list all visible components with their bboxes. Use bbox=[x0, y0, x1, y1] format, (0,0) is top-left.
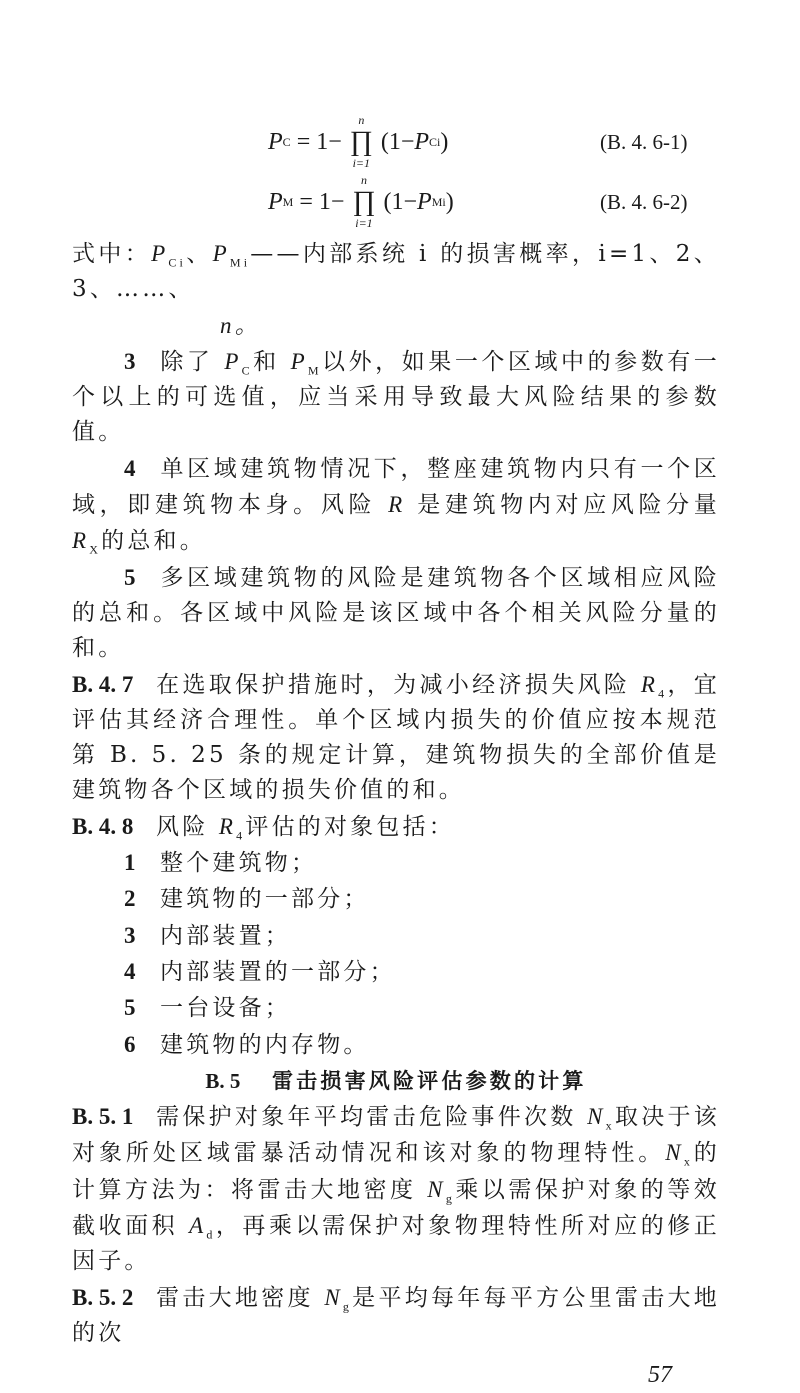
list-item bbox=[72, 954, 720, 990]
where-continuation bbox=[72, 308, 720, 344]
page-number: 57 bbox=[648, 1362, 672, 1389]
text: 的总和。 bbox=[101, 528, 206, 555]
product-sign: ∏ bbox=[349, 126, 373, 157]
subscript: M bbox=[307, 363, 322, 378]
formula-b4-6-2 bbox=[72, 172, 720, 232]
formula-b4-6-1 bbox=[72, 112, 720, 172]
clause-number: B. 5. 1 bbox=[72, 1104, 134, 1130]
formula-expression: P C = 1− n ∏ i=1 (1− P Ci ) bbox=[268, 113, 449, 170]
var: A bbox=[189, 1213, 207, 1239]
text: (1− bbox=[380, 128, 415, 155]
subscript: x bbox=[605, 1118, 615, 1133]
lower-limit: i=1 bbox=[355, 216, 373, 230]
var: N bbox=[665, 1140, 684, 1166]
where-clause bbox=[72, 236, 720, 308]
subscript: 4 bbox=[236, 828, 246, 843]
text: ，再乘以需保护对象物理特性所对应的修正因子。 bbox=[72, 1213, 720, 1275]
item-number: 4 bbox=[124, 958, 139, 984]
var: P bbox=[290, 348, 308, 374]
subscript: x bbox=[683, 1155, 694, 1170]
text: 建筑物的内存物。 bbox=[160, 1031, 370, 1058]
text: 1− bbox=[318, 188, 345, 215]
text: 在选取保护措施时，为减小经济损失风险 bbox=[156, 671, 641, 698]
clause-b5-2 bbox=[72, 1280, 720, 1352]
item-number: 5 bbox=[124, 995, 139, 1021]
list-item bbox=[72, 845, 720, 881]
subscript: d bbox=[206, 1227, 216, 1242]
list-item bbox=[72, 990, 720, 1026]
text: 乘以需保护对象的等效截收面积 bbox=[72, 1176, 720, 1240]
text: 风险 bbox=[156, 813, 219, 840]
var: N bbox=[587, 1104, 606, 1130]
subscript: g bbox=[342, 1299, 353, 1314]
upper-limit: n bbox=[358, 113, 365, 127]
text: 除了 bbox=[160, 348, 225, 375]
text: 、 bbox=[186, 241, 213, 267]
item-number: 3 bbox=[124, 922, 139, 948]
var: R bbox=[72, 528, 90, 554]
text: (1− bbox=[383, 188, 418, 215]
var: R bbox=[218, 813, 237, 839]
section-heading bbox=[72, 1063, 720, 1099]
text: ) bbox=[445, 188, 454, 215]
document-page bbox=[72, 112, 720, 1393]
text: 和 bbox=[252, 348, 291, 375]
text: 需保护对象年平均雷击危险事件次数 bbox=[156, 1104, 588, 1131]
text: 的计算方法为：将雷击大地密度 bbox=[72, 1140, 720, 1203]
var: P bbox=[268, 188, 283, 215]
clause-number: B. 4. 8 bbox=[72, 813, 134, 839]
item-number: 5 bbox=[124, 564, 139, 590]
subscript: C bbox=[241, 363, 253, 378]
list-item bbox=[72, 881, 720, 917]
var: P bbox=[151, 241, 169, 266]
item-5 bbox=[72, 560, 720, 667]
section-number: B. 5 bbox=[205, 1068, 241, 1093]
var: P bbox=[224, 348, 242, 374]
var: R bbox=[640, 671, 659, 697]
var: N bbox=[324, 1284, 343, 1310]
item-4 bbox=[72, 451, 720, 560]
clause-b5-1 bbox=[72, 1099, 720, 1279]
text: 内部装置的一部分； bbox=[160, 958, 396, 985]
clause-number: B. 4. 7 bbox=[72, 671, 134, 697]
clause-number: B. 5. 2 bbox=[72, 1284, 134, 1310]
text: 内部装置； bbox=[160, 922, 291, 949]
list-item bbox=[72, 1027, 720, 1063]
text: 评估的对象包括： bbox=[245, 813, 455, 840]
var: P bbox=[268, 128, 283, 155]
item-number: 6 bbox=[124, 1031, 139, 1057]
document-body bbox=[72, 236, 720, 1351]
text: 建筑物的一部分； bbox=[160, 886, 370, 913]
subscript: Ci bbox=[168, 255, 187, 270]
text: 多区域建筑物的风险是建筑物各个区域相应风险的总和。各区域中风险是该区域中各个相关风险分量的和。 bbox=[72, 564, 720, 662]
var: P bbox=[212, 241, 230, 266]
text: 以外，如果一个区域中的参数有一个以上的可选值，应当采用导致最大风险结果的参数值。 bbox=[72, 348, 720, 446]
formula-number: (B. 4. 6-2) bbox=[600, 189, 688, 214]
clause-b4-8 bbox=[72, 809, 720, 845]
text: 整个建筑物； bbox=[160, 850, 318, 877]
item-number: 3 bbox=[124, 348, 139, 374]
upper-limit: n bbox=[360, 173, 367, 187]
product-symbol bbox=[352, 174, 375, 230]
section-title: 雷击损害风险评估参数的计算 bbox=[271, 1067, 587, 1093]
text: ) bbox=[440, 128, 449, 155]
var: P bbox=[417, 188, 432, 215]
text: 单区域建筑物情况下，整座建筑物内只有一个区域，即建筑物本身。风险 bbox=[72, 455, 720, 519]
product-symbol bbox=[350, 114, 373, 170]
text: ，宜评估其经济合理性。单个区域内损失的价值应按本规范第 B. 5. 25 条的规定计算，建筑物损失的全部价值是建筑物各个区域的损失价值的和。 bbox=[72, 671, 720, 804]
subscript: Mi bbox=[229, 255, 251, 270]
formula-number: (B. 4. 6-1) bbox=[600, 129, 688, 154]
var: N bbox=[427, 1176, 446, 1202]
product-sign: ∏ bbox=[352, 186, 376, 217]
item-3 bbox=[72, 344, 720, 451]
item-number: 2 bbox=[124, 886, 139, 912]
subscript: g bbox=[445, 1191, 456, 1206]
list-item bbox=[72, 918, 720, 954]
text: n。 bbox=[220, 312, 261, 338]
text: ——内部系统 i 的损害概率，i=1、2、3、……、 bbox=[72, 241, 720, 303]
text: 雷击大地密度 bbox=[156, 1284, 325, 1311]
lower-limit: i=1 bbox=[352, 156, 371, 170]
text: 1− bbox=[316, 128, 342, 155]
subscript: X bbox=[89, 542, 102, 557]
item-number: 4 bbox=[124, 455, 139, 481]
subscript: 4 bbox=[658, 686, 668, 701]
var: P bbox=[414, 128, 430, 155]
text: 是建筑物内对应风险分量 bbox=[405, 492, 720, 519]
formula-expression: P M = 1− n ∏ i=1 (1− P Mi ) bbox=[268, 173, 454, 230]
var: R bbox=[388, 492, 406, 518]
text: 式中： bbox=[72, 241, 152, 267]
text: 取决于该对象所处区域雷暴活动情况和该对象的物理特性。 bbox=[72, 1104, 720, 1167]
clause-b4-7 bbox=[72, 667, 720, 809]
text: 一台设备； bbox=[160, 995, 291, 1022]
item-number: 1 bbox=[124, 850, 139, 876]
text: 是平均每年每平方公里雷击大地的次 bbox=[72, 1284, 720, 1346]
